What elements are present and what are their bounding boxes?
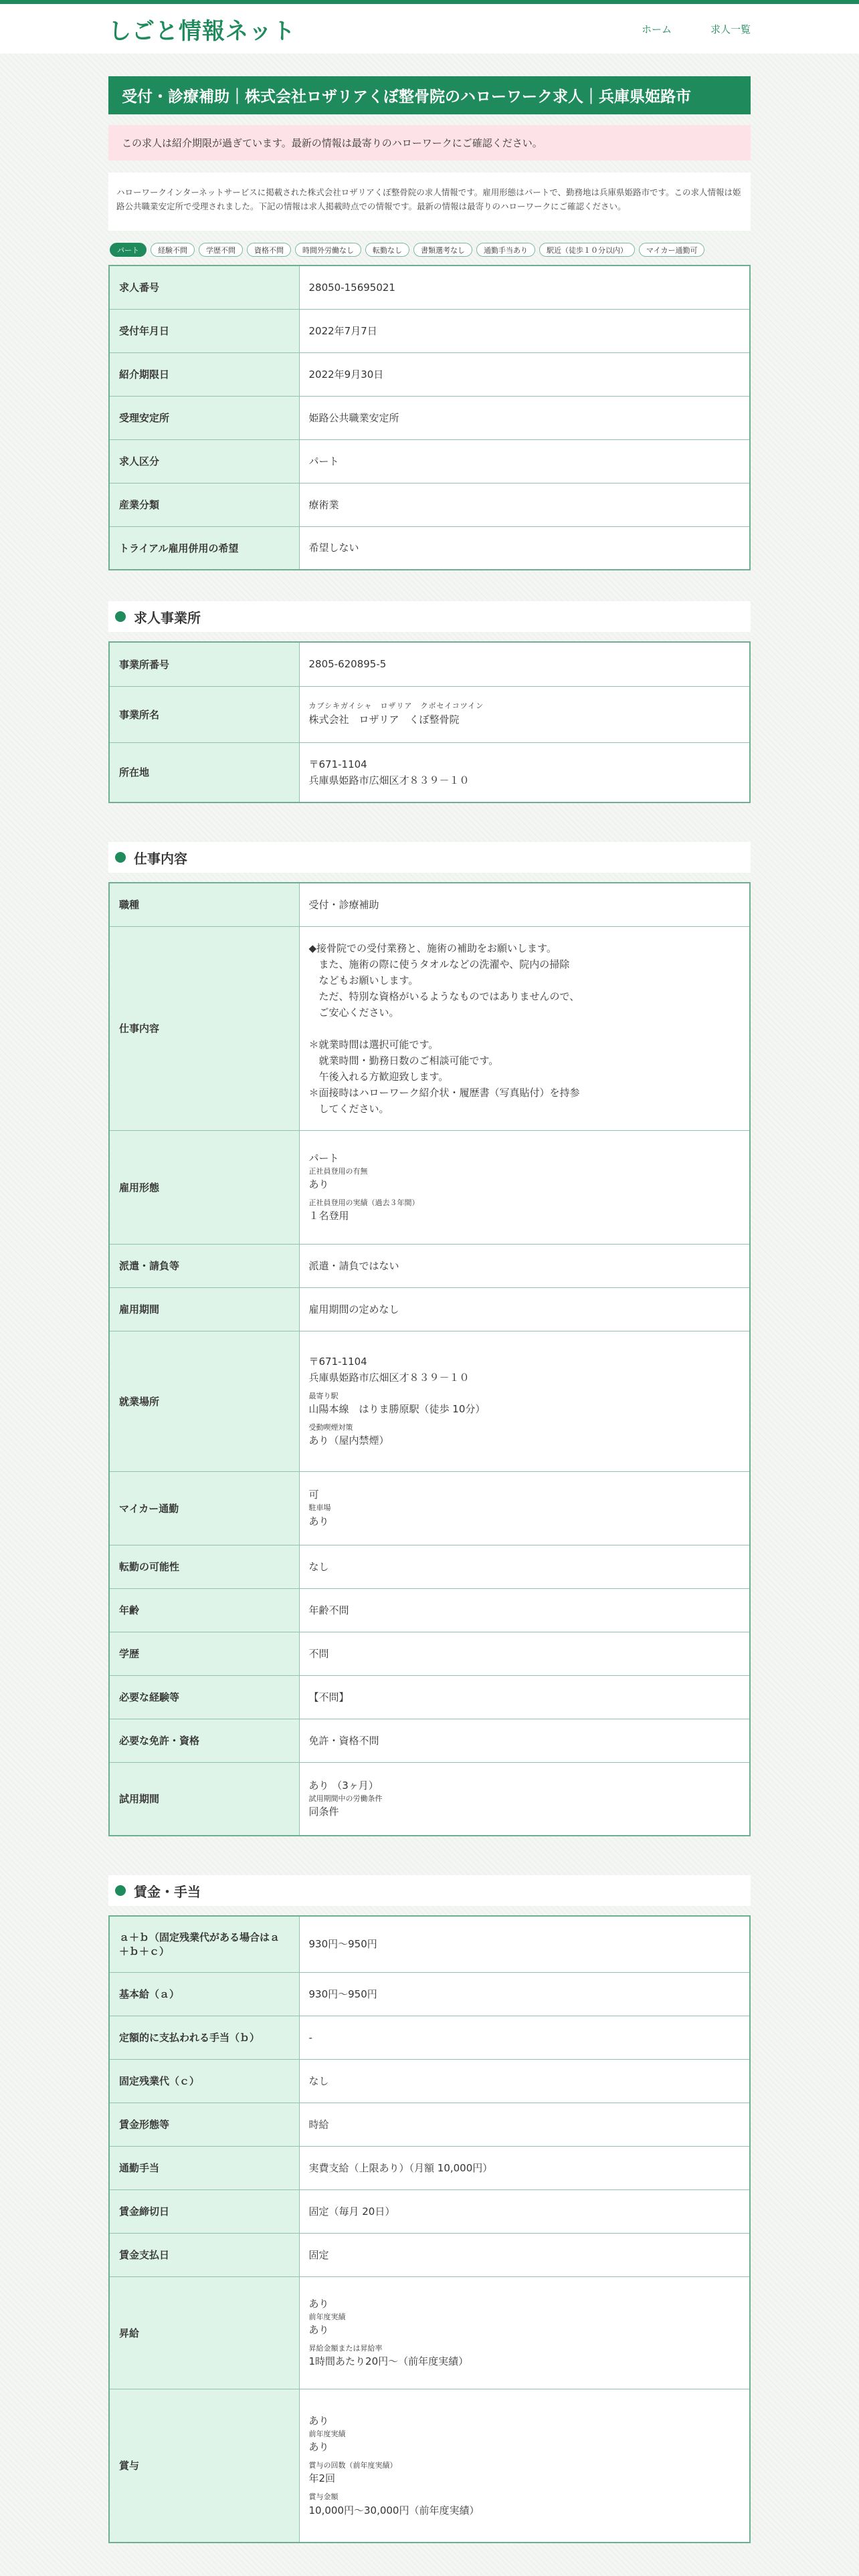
employment-type: パート bbox=[308, 1152, 339, 1164]
table-row bbox=[109, 1719, 750, 1762]
nav-job-list-link[interactable]: 求人一覧 bbox=[710, 23, 751, 35]
row-label: 職種 bbox=[109, 883, 299, 926]
office-number: 2805-620895-5 bbox=[299, 642, 750, 686]
tag-no-transfer[interactable]: 転勤なし bbox=[365, 243, 409, 257]
table-row bbox=[109, 686, 750, 742]
table-row bbox=[109, 1675, 750, 1719]
bonus-amount: 10,000円〜30,000円（前年度実績） bbox=[308, 2504, 480, 2516]
car-commute: 可 bbox=[308, 1489, 319, 1501]
regular-conversion-record: １名登用 bbox=[308, 1210, 349, 1222]
row-label: 雇用期間 bbox=[109, 1287, 299, 1331]
received-date: 2022年7月7日 bbox=[299, 309, 750, 352]
table-row bbox=[109, 526, 750, 570]
table-row bbox=[109, 352, 750, 396]
feature-tags bbox=[108, 243, 710, 257]
row-label: 就業場所 bbox=[109, 1331, 299, 1471]
office-address: 兵庫県姫路市広畑区才８３９－１０ bbox=[308, 774, 470, 786]
row-label: 試用期間 bbox=[109, 1762, 299, 1836]
row-label: 事業所番号 bbox=[109, 642, 299, 686]
row-label: 賃金締切日 bbox=[109, 2189, 299, 2233]
table-row bbox=[109, 2389, 750, 2543]
site-logo[interactable]: しごと情報ネット bbox=[108, 17, 296, 45]
office-address-cell bbox=[299, 742, 750, 802]
row-label: 必要な経験等 bbox=[109, 1675, 299, 1719]
bullet-dot-icon bbox=[115, 852, 126, 863]
raise-amount: 1時間あたり20円〜（前年度実績） bbox=[308, 2355, 469, 2368]
sub-label: 正社員登用の実績（過去３年間） bbox=[308, 1198, 419, 1207]
office-name: 株式会社 ロザリア くぼ整骨院 bbox=[308, 714, 460, 726]
table-row bbox=[109, 439, 750, 483]
office-table bbox=[108, 641, 751, 803]
table-row bbox=[109, 2103, 750, 2146]
table-row bbox=[109, 396, 750, 439]
table-row bbox=[109, 1471, 750, 1545]
tag-part-time[interactable]: パート bbox=[110, 243, 147, 257]
row-label: 賃金支払日 bbox=[109, 2233, 299, 2276]
row-label: 年齢 bbox=[109, 1588, 299, 1632]
raise-previous: あり bbox=[308, 2324, 329, 2336]
row-label: マイカー通勤 bbox=[109, 1471, 299, 1545]
row-label: 産業分類 bbox=[109, 483, 299, 526]
office-name-cell bbox=[299, 686, 750, 742]
expired-alert: この求人は紹介期限が過ぎています。最新の情報は最寄りのハローワークにご確認ください。 bbox=[108, 125, 751, 160]
row-label: 必要な免許・資格 bbox=[109, 1719, 299, 1762]
table-row bbox=[109, 2233, 750, 2276]
employment-cell bbox=[299, 1130, 750, 1244]
tag-no-license[interactable]: 資格不問 bbox=[247, 243, 291, 257]
sub-label: 前年度実績 bbox=[308, 2429, 346, 2438]
raise-cell bbox=[299, 2276, 750, 2389]
row-label: 派遣・請負等 bbox=[109, 1244, 299, 1287]
row-label: 雇用形態 bbox=[109, 1130, 299, 1244]
table-row bbox=[109, 1632, 750, 1675]
raise: あり bbox=[308, 2297, 329, 2310]
wage-section-heading bbox=[108, 1875, 751, 1906]
row-label: 受理安定所 bbox=[109, 396, 299, 439]
job-category: パート bbox=[299, 439, 750, 483]
table-row bbox=[109, 309, 750, 352]
row-label: 求人番号 bbox=[109, 265, 299, 309]
sub-label: 駐車場 bbox=[308, 1503, 331, 1513]
table-row bbox=[109, 1331, 750, 1471]
workplace-zip: 〒671-1104 bbox=[308, 1355, 367, 1368]
referral-deadline: 2022年9月30日 bbox=[299, 352, 750, 396]
table-row bbox=[109, 642, 750, 686]
table-row bbox=[109, 2146, 750, 2189]
tag-no-education[interactable]: 学歴不問 bbox=[199, 243, 243, 257]
tag-no-overtime[interactable]: 時間外労働なし bbox=[295, 243, 361, 257]
total-wage: 930円〜950円 bbox=[299, 1916, 750, 1972]
table-row bbox=[109, 1545, 750, 1588]
table-row bbox=[109, 265, 750, 309]
sub-label: 最寄り駅 bbox=[308, 1391, 339, 1400]
workplace-address: 兵庫県姫路市広畑区才８３９－１０ bbox=[308, 1371, 470, 1384]
occupation: 受付・診療補助 bbox=[299, 883, 750, 926]
nav-home-link[interactable]: ホーム bbox=[641, 23, 672, 35]
table-row bbox=[109, 1130, 750, 1244]
main-content bbox=[108, 76, 751, 2543]
intro-text: ハローワークインターネットサービスに掲載された株式会社ロザリアくぼ整骨院の求人情報です。雇用形態はパートで、勤務地は兵庫県姫路市です。この求人情報は姫路公共職業安定所で受理されました。下記の情報は求人掲載時点での情報です。最新の情報は最寄りのハローワークにご確認ください。 bbox=[108, 173, 751, 231]
job-description: ◆接骨院での受付業務と、施術の補助をお願いします。 また、施術の際に使うタオルなどの洗濯や、院内の掃除 などもお願いします。 ただ、特別な資格がいるようなものではありませんので、 ご安心ください。 ＊就業時間は選択可能です。 就業時間・勤務日数のご相談可能です。 午後入れる方歓迎致します。 ＊面接時はハローワーク紹介状・履歴書（写真貼付）を持参 してください。 bbox=[299, 926, 750, 1130]
bonus: あり bbox=[308, 2414, 329, 2427]
employment-period: 雇用期間の定めなし bbox=[299, 1287, 750, 1331]
table-row bbox=[109, 742, 750, 802]
bonus-cell bbox=[299, 2389, 750, 2543]
fixed-overtime: なし bbox=[299, 2059, 750, 2103]
table-row bbox=[109, 926, 750, 1130]
receiving-office: 姫路公共職業安定所 bbox=[299, 396, 750, 439]
parking: あり bbox=[308, 1515, 329, 1527]
sub-label: 賞与金額 bbox=[308, 2492, 339, 2502]
row-label: 昇給 bbox=[109, 2276, 299, 2389]
row-label: 学歴 bbox=[109, 1632, 299, 1675]
work-table bbox=[108, 882, 751, 1836]
office-section-heading bbox=[108, 601, 751, 632]
main-nav bbox=[642, 22, 751, 36]
base-wage: 930円〜950円 bbox=[299, 1972, 750, 2016]
sub-label: 前年度実績 bbox=[308, 2312, 346, 2321]
row-label: 事業所名 bbox=[109, 686, 299, 742]
table-row bbox=[109, 1244, 750, 1287]
table-row bbox=[109, 1762, 750, 1836]
row-label: 賃金形態等 bbox=[109, 2103, 299, 2146]
age-requirement: 年齢不問 bbox=[299, 1588, 750, 1632]
office-name-kana: カブシキガイシャ ロザリア クボセイコツイン bbox=[308, 701, 484, 710]
fixed-allowance: - bbox=[299, 2016, 750, 2059]
wage-table bbox=[108, 1915, 751, 2543]
page-title: 受付・診療補助｜株式会社ロザリアくぼ整骨院のハローワーク求人｜兵庫県姫路市 bbox=[108, 76, 751, 114]
section-title: 仕事内容 bbox=[134, 850, 187, 867]
row-label: 転勤の可能性 bbox=[109, 1545, 299, 1588]
wage-cutoff: 固定（毎月 20日） bbox=[299, 2189, 750, 2233]
table-row bbox=[109, 883, 750, 926]
tag-no-experience[interactable]: 経験不問 bbox=[151, 243, 195, 257]
table-row bbox=[109, 2276, 750, 2389]
row-label: 固定残業代（ｃ） bbox=[109, 2059, 299, 2103]
industry: 療術業 bbox=[299, 483, 750, 526]
row-label: 通勤手当 bbox=[109, 2146, 299, 2189]
sub-label: 賞与の回数（前年度実績） bbox=[308, 2461, 397, 2470]
sub-label: 受動喫煙対策 bbox=[308, 1423, 353, 1432]
table-row bbox=[109, 1972, 750, 2016]
row-label: 基本給（ａ） bbox=[109, 1972, 299, 2016]
sub-label: 試用期間中の労働条件 bbox=[308, 1794, 383, 1804]
row-label: 求人区分 bbox=[109, 439, 299, 483]
row-label: 定額的に支払われる手当（ｂ） bbox=[109, 2016, 299, 2059]
experience-requirement: 【不問】 bbox=[299, 1675, 750, 1719]
table-row bbox=[109, 1287, 750, 1331]
site-header bbox=[0, 4, 859, 53]
sub-label: 正社員登用の有無 bbox=[308, 1166, 368, 1176]
tag-near-station[interactable]: 駅近（徒歩１０分以内） bbox=[539, 243, 635, 257]
workplace-cell bbox=[299, 1331, 750, 1471]
job-number: 28050-15695021 bbox=[299, 265, 750, 309]
license-requirement: 免許・資格不問 bbox=[299, 1719, 750, 1762]
bullet-dot-icon bbox=[115, 611, 126, 622]
table-row bbox=[109, 2059, 750, 2103]
table-row bbox=[109, 1588, 750, 1632]
trial-period-cell bbox=[299, 1762, 750, 1836]
section-title: 求人事業所 bbox=[134, 609, 201, 626]
work-section-heading bbox=[108, 842, 751, 873]
bullet-dot-icon bbox=[115, 1885, 126, 1896]
trial-period: あり （3ヶ月） bbox=[308, 1780, 379, 1792]
row-label: 受付年月日 bbox=[109, 309, 299, 352]
education-requirement: 不問 bbox=[299, 1632, 750, 1675]
bonus-previous: あり bbox=[308, 2441, 329, 2454]
section-title: 賃金・手当 bbox=[134, 1883, 201, 1900]
tag-commute-allowance[interactable]: 通勤手当あり bbox=[476, 243, 535, 257]
table-row bbox=[109, 2016, 750, 2059]
regular-conversion: あり bbox=[308, 1178, 329, 1190]
row-label: 紹介期限日 bbox=[109, 352, 299, 396]
row-label: 賞与 bbox=[109, 2389, 299, 2543]
table-row bbox=[109, 1916, 750, 1972]
row-label: 所在地 bbox=[109, 742, 299, 802]
row-label: トライアル雇用併用の希望 bbox=[109, 526, 299, 570]
summary-table bbox=[108, 265, 751, 570]
tag-no-document-screening[interactable]: 書類選考なし bbox=[413, 243, 472, 257]
transfer-possibility: なし bbox=[299, 1545, 750, 1588]
trial-employment: 希望しない bbox=[299, 526, 750, 570]
payday: 固定 bbox=[299, 2233, 750, 2276]
table-row bbox=[109, 483, 750, 526]
nearest-station: 山陽本線 はりま勝原駅（徒歩 10分） bbox=[308, 1403, 486, 1415]
sub-label: 昇給金額または昇給率 bbox=[308, 2344, 383, 2353]
tag-car-commute[interactable]: マイカー通勤可 bbox=[639, 243, 704, 257]
row-label: 仕事内容 bbox=[109, 926, 299, 1130]
table-row bbox=[109, 2189, 750, 2233]
commute-allowance: 実費支給（上限あり）（月額 10,000円） bbox=[299, 2146, 750, 2189]
office-zip: 〒671-1104 bbox=[308, 758, 367, 770]
row-label: ａ＋ｂ（固定残業代がある場合はａ＋ｂ＋ｃ） bbox=[109, 1916, 299, 1972]
dispatch: 派遣・請負ではない bbox=[299, 1244, 750, 1287]
bonus-times: 年2回 bbox=[308, 2472, 336, 2485]
smoking-policy: あり（屋内禁煙） bbox=[308, 1434, 389, 1447]
wage-form: 時給 bbox=[299, 2103, 750, 2146]
car-commute-cell bbox=[299, 1471, 750, 1545]
trial-conditions: 同条件 bbox=[308, 1806, 339, 1818]
